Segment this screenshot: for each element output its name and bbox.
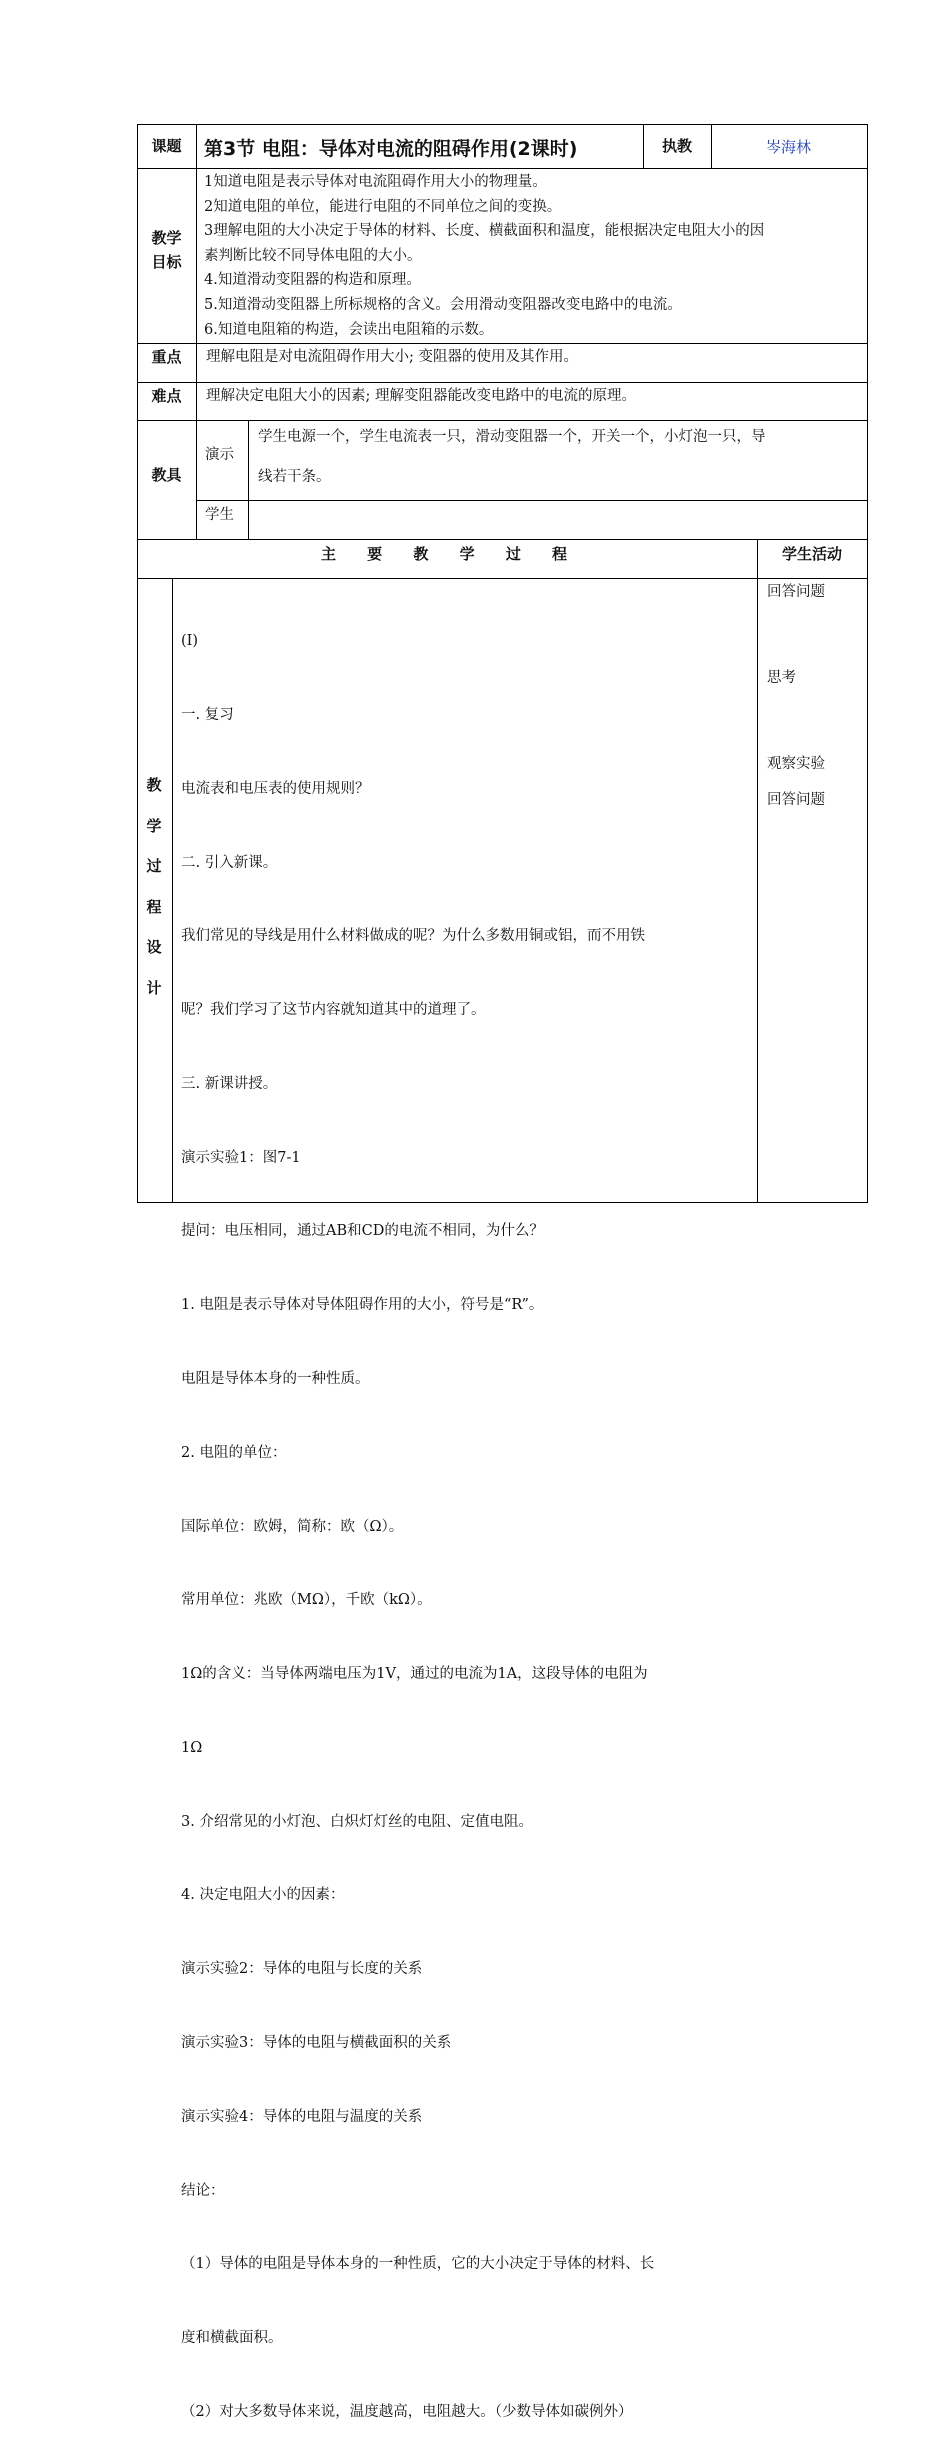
col-divider — [172, 578, 173, 1202]
process-line: 三. 新课讲授。 — [181, 1075, 278, 1092]
objective-line: 4.知道滑动变阻器的构造和原理。 — [204, 272, 421, 289]
objectives-label-line1: 教学 — [151, 229, 182, 247]
col-divider — [757, 539, 758, 1202]
process-content — [181, 580, 654, 2449]
demo-equipment-line: 线若干条。 — [258, 469, 331, 485]
table-right-border — [867, 124, 868, 1202]
row-divider — [137, 168, 868, 169]
key-point-text: 理解电阻是对电流阻碍作用大小; 变阻器的使用及其作用。 — [206, 349, 578, 365]
process-line: 呢？我们学习了这节内容就知道其中的道理了。 — [181, 1002, 486, 1019]
objective-line: 6.知道电阻箱的构造，会读出电阻箱的示数。 — [204, 321, 494, 338]
process-line: 二. 引入新课。 — [181, 854, 278, 871]
process-line: 1Ω的含义：当导体两端电压为1V，通过的电流为1A，这段导体的电阻为 — [181, 1666, 648, 1683]
process-line: 演示实验2：导体的电阻与长度的关系 — [181, 1961, 423, 1978]
side-char: 学 — [146, 816, 162, 835]
side-char: 设 — [146, 938, 162, 956]
difficulty-text: 理解决定电阻大小的因素; 理解变阻器能改变电路中的电流的原理。 — [206, 388, 636, 404]
student-activity: 回答问题 — [767, 792, 825, 808]
process-line: 1. 电阻是表示导体对导体阻碍作用的大小，符号是“R”。 — [181, 1297, 544, 1314]
lesson-title: 第3节 电阻：导体对电流的阻碍作用(2课时) — [204, 138, 578, 160]
col-divider — [248, 420, 249, 539]
side-char: 过 — [146, 857, 162, 875]
process-line: 国际单位：欧姆，简称：欧（Ω）。 — [181, 1518, 404, 1535]
process-line: 4. 决定电阻大小的因素： — [181, 1887, 345, 1904]
objective-line: 素判断比较不同导体电阻的大小。 — [204, 247, 422, 264]
process-line: 我们常见的导线是用什么材料做成的呢？为什么多数用铜或铝，而不用铁 — [181, 928, 645, 945]
objective-line: 3理解电阻的大小决定于导体的材料、长度、横截面积和温度，能根据决定电阻大小的因 — [204, 223, 765, 240]
process-line: (I) — [181, 633, 199, 650]
row-divider — [137, 578, 868, 579]
process-line: （1）导体的电阻是导体本身的一种性质，它的大小决定于导体的材料、长 — [181, 2256, 655, 2273]
key-point-label: 重点 — [151, 348, 182, 366]
process-line: 结论： — [181, 2182, 225, 2199]
row-divider — [137, 420, 868, 421]
process-line: 2. 电阻的单位： — [181, 1444, 287, 1461]
side-char: 教 — [146, 776, 162, 794]
objective-line: 2知道电阻的单位，能进行电阻的不同单位之间的变换。 — [204, 198, 562, 215]
process-line: （2）对大多数导体来说，温度越高，电阻越大。（少数导体如碳例外） — [181, 2403, 633, 2420]
student-activity: 观察实验 — [767, 756, 825, 772]
student-activity: 思考 — [767, 670, 796, 686]
process-line: 演示实验1：图7-1 — [181, 1149, 301, 1166]
side-char: 计 — [146, 978, 162, 997]
teacher-name: 岑海林 — [766, 138, 812, 156]
student-label: 学生 — [205, 507, 234, 523]
table-left-border — [137, 124, 138, 1202]
process-line: 演示实验4：导体的电阻与温度的关系 — [181, 2108, 423, 2125]
objectives-label — [137, 226, 196, 274]
student-activity: 回答问题 — [767, 584, 825, 600]
table-top-border — [137, 124, 868, 125]
topic-label: 课题 — [151, 137, 182, 155]
student-activity-header: 学生活动 — [781, 545, 842, 563]
process-line: 提问：电压相同，通过AB和CD的电流不相同，为什么？ — [181, 1223, 544, 1240]
equipment-label: 教具 — [151, 466, 182, 484]
process-side-label — [144, 765, 164, 1008]
teacher-label: 执教 — [661, 137, 692, 155]
row-divider — [137, 382, 868, 383]
process-line: 1Ω — [181, 1739, 203, 1756]
objectives-label-line2: 目标 — [151, 253, 182, 271]
process-line: 一. 复习 — [181, 706, 234, 723]
demo-label: 演示 — [205, 447, 234, 463]
col-divider — [711, 124, 712, 168]
objective-line: 1知道电阻是表示导体对电流阻碍作用大小的物理量。 — [204, 174, 547, 190]
side-char: 程 — [146, 897, 162, 916]
process-line: 电流表和电压表的使用规则？ — [181, 780, 370, 797]
col-divider — [196, 124, 197, 539]
demo-equipment-line: 学生电源一个，学生电流表一只，滑动变阻器一个，开关一个，小灯泡一只，导 — [258, 429, 766, 445]
process-line: 3. 介绍常见的小灯泡、白炽灯灯丝的电阻、定值电阻。 — [181, 1813, 533, 1830]
process-line: 演示实验3：导体的电阻与横截面积的关系 — [181, 2035, 452, 2052]
process-line: 电阻是导体本身的一种性质。 — [181, 1371, 370, 1387]
process-line: 常用单位：兆欧（MΩ），千欧（kΩ）。 — [181, 1592, 432, 1609]
row-divider — [137, 343, 868, 344]
row-divider — [196, 500, 868, 501]
difficulty-label: 难点 — [151, 387, 182, 405]
process-line: 度和横截面积。 — [181, 2330, 283, 2347]
row-divider — [137, 539, 868, 540]
process-main-title: 主 要 教 学 过 程 — [320, 545, 574, 563]
objective-line: 5.知道滑动变阻器上所标规格的含义。会用滑动变阻器改变电路中的电流。 — [204, 297, 682, 313]
